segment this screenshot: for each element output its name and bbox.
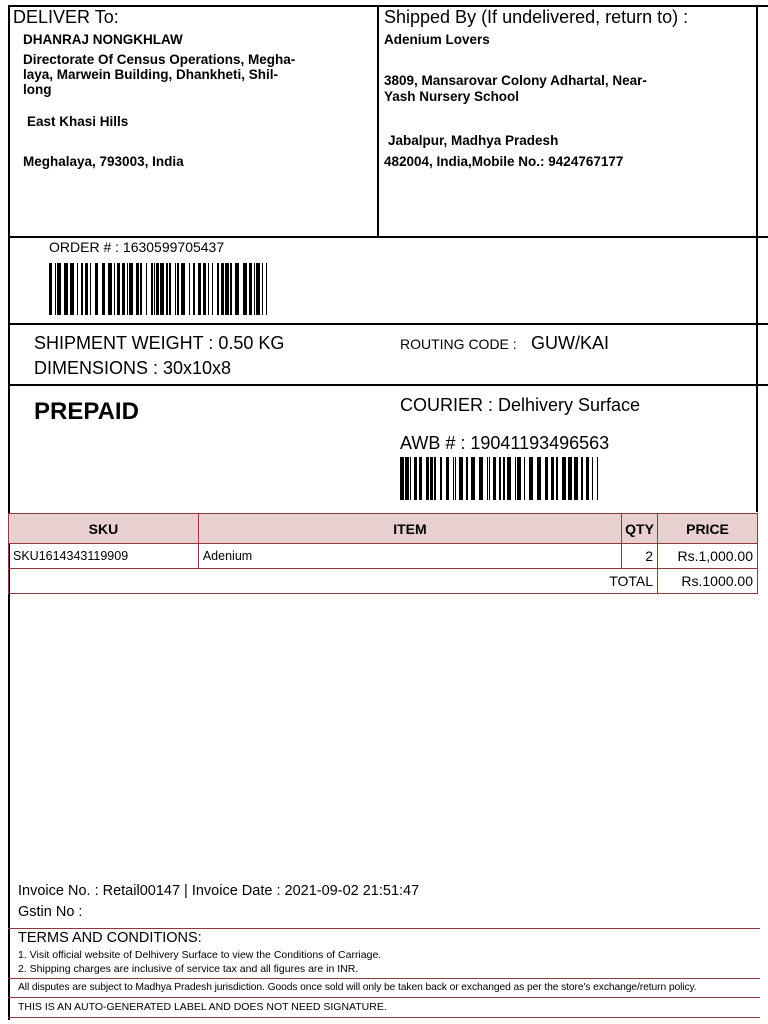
payment-mode: PREPAID (34, 398, 139, 425)
column-header-item: ITEM (198, 514, 621, 544)
deliver-state: Meghalaya, 793003, India (23, 154, 184, 169)
address-divider (377, 5, 379, 236)
shipper-city: Jabalpur, Madhya Pradesh (388, 133, 559, 148)
awb-barcode (400, 457, 598, 500)
row-item: Adenium (198, 544, 621, 569)
rule-after-order (8, 323, 768, 325)
table-header-row (9, 514, 758, 544)
order-barcode (49, 263, 267, 315)
barcode-bar (266, 263, 267, 315)
shipper-address: 3809, Mansarovar Colony Adhartal, Near- Yash Nursery School (384, 73, 647, 104)
rule-before-disputes (8, 978, 760, 979)
routing-code-label: ROUTING CODE : (400, 336, 517, 352)
rule-after-shipment (8, 384, 768, 386)
rule-before-terms (8, 928, 760, 929)
barcode-bar (597, 457, 598, 500)
row-qty: 2 (622, 544, 658, 569)
total-value: Rs.1000.00 (658, 569, 758, 594)
terms-item-2: 2. Shipping charges are inclusive of service tax and all figures are in INR. (18, 963, 359, 975)
invoice-line: Invoice No. : Retail00147 | Invoice Date : 2021-09-02 21:51:47 (18, 883, 420, 899)
total-row (9, 569, 758, 594)
shipment-dimensions: DIMENSIONS : 30x10x8 (34, 358, 232, 378)
gstin-line: Gstin No : (18, 904, 83, 920)
courier-name: COURIER : Delhivery Surface (400, 395, 641, 415)
deliver-name: DHANRAJ NONGKHLAW (23, 32, 183, 47)
deliver-heading: DELIVER To: (13, 7, 119, 27)
deliver-district: East Khasi Hills (27, 114, 129, 129)
awb-number: AWB # : 19041193496563 (400, 433, 610, 453)
terms-item-1: 1. Visit official website of Delhivery Surface to view the Conditions of Carriage. (18, 949, 382, 961)
total-label: TOTAL (9, 569, 658, 594)
table-row (9, 544, 758, 569)
deliver-address: Directorate Of Census Operations, Megha- laya, Marwein Building, Dhankheti, Shil- long (23, 52, 296, 97)
row-price: Rs.1,000.00 (658, 544, 758, 569)
rule-before-autogen (8, 997, 760, 998)
autogen-note: THIS IS AN AUTO-GENERATED LABEL AND DOES NOT NEED SIGNATURE. (18, 1001, 387, 1013)
shipper-heading: Shipped By (If undelivered, return to) : (384, 7, 689, 27)
row-sku: SKU1614343119909 (9, 544, 199, 569)
rule-bottom (8, 1017, 760, 1018)
rule-after-address (8, 236, 768, 238)
order-number: ORDER # : 1630599705437 (49, 239, 225, 255)
column-header-qty: QTY (622, 514, 658, 544)
items-table (8, 513, 758, 594)
shipment-weight: SHIPMENT WEIGHT : 0.50 KG (34, 333, 285, 353)
column-header-sku: SKU (9, 514, 199, 544)
right-border (756, 5, 758, 512)
disputes-note: All disputes are subject to Madhya Pradesh jurisdiction. Goods once sold will only be taken back or exchanged as per the store's exchange/return policy. (18, 982, 697, 993)
column-header-price: PRICE (658, 514, 758, 544)
routing-code-value: GUW/KAI (531, 333, 610, 353)
terms-heading: TERMS AND CONDITIONS: (18, 930, 202, 946)
shipper-name: Adenium Lovers (384, 32, 490, 47)
shipper-pin: 482004, India,Mobile No.: 9424767177 (384, 154, 624, 169)
